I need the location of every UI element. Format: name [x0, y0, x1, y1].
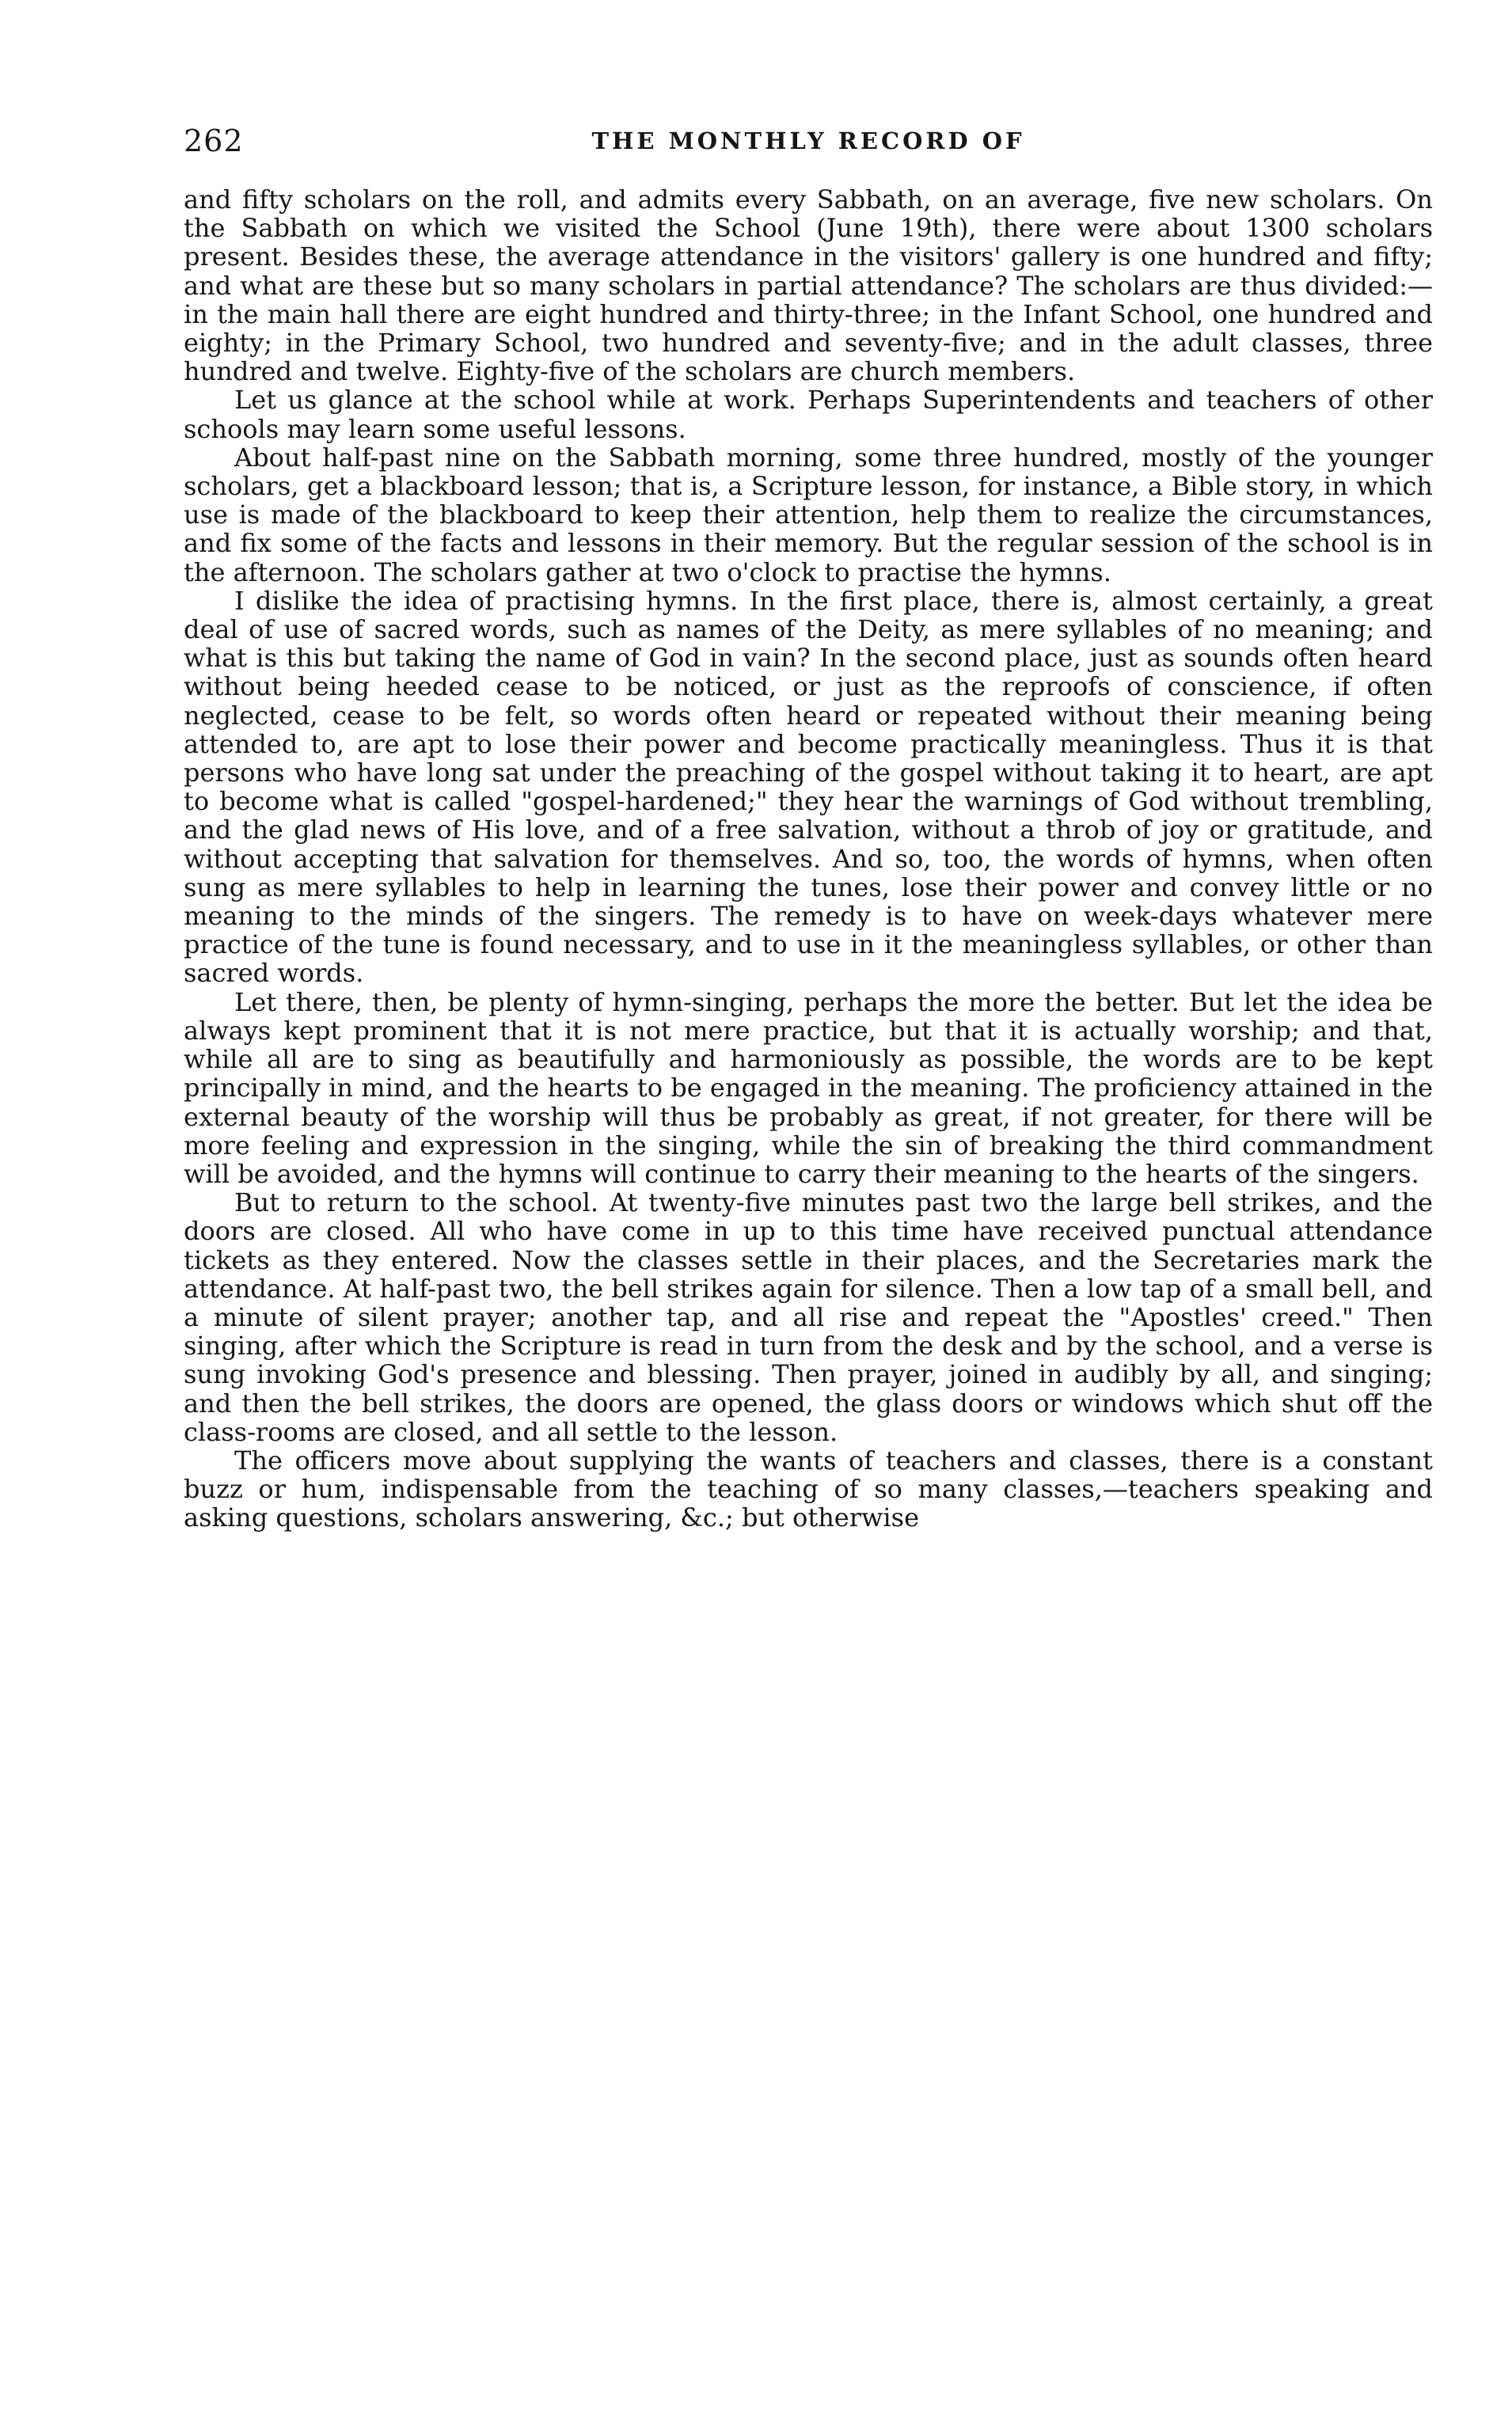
- paragraph: About half-past nine on the Sabbath morning, some three hundred, mostly of the younger scholars, get a blackboard lesson; that is, a Scripture lesson, for instance, a Bible story, in which use is made of the blackboard to keep their attention, help them to realize the circumstances, and fix some of the facts and lessons in their memory. But the regular session of the school is in the afternoon. The scholars gather at two o'clock to practise the hymns.: [184, 442, 1433, 587]
- page-number: 262: [184, 123, 244, 158]
- paragraph: I dislike the idea of practising hymns. In the first place, there is, almost certainly, a great deal of use of sacred words, such as names of the Deity, as mere syllables of no meaning; and what is this but taking the name of God in vain? In the second place, just as sounds often heard without being heeded cease to be noticed, or just as the reproofs of conscience, if often neglected, cease to be felt, so words often heard or repeated without their meaning being attended to, are apt to lose their power and become practically meaningless. Thus it is that persons who have long sat under the preaching of the gospel without taking it to heart, are apt to become what is called "gospel-hardened;" they hear the warnings of God without trembling, and the glad news of His love, and of a free salvation, without a throb of joy or gratitude, and without accepting that salvation for themselves. And so, too, the words of hymns, when often sung as mere syllables to help in learning the tunes, lose their power and convey little or no meaning to the minds of the singers. The remedy is to have on week-days whatever mere practice of the tune is found necessary, and to use in it the meaningless syllables, or other than sacred words.: [184, 585, 1433, 989]
- paragraph: Let us glance at the school while at work. Perhaps Superintendents and teachers of other schools may learn some useful lessons.: [184, 385, 1433, 444]
- running-head: [184, 117, 1433, 165]
- paragraph: The officers move about supplying the wants of teachers and classes, there is a constant buzz or hum, indispensable from the teaching of so many classes,—teachers speaking and asking questions, scholars answering, &c.; but otherwise: [184, 1445, 1433, 1533]
- body-text: [184, 185, 1433, 1533]
- paragraph: Let there, then, be plenty of hymn-singing, perhaps the more the better. But let the idea be always kept prominent that it is not mere practice, but that it is actually worship; and that, while all are to sing as beautifully and harmoniously as possible, the words are to be kept principally in mind, and the hearts to be engaged in the meaning. The proficiency attained in the external beauty of the worship will thus be probably as great, if not greater, for there will be more feeling and expression in the singing, while the sin of breaking the third commandment will be avoided, and the hymns will continue to carry their meaning to the hearts of the singers.: [184, 986, 1433, 1189]
- paragraph: But to return to the school. At twenty-five minutes past two the large bell strikes, and the doors are closed. All who have come in up to this time have received punctual attendance tickets as they entered. Now the classes settle in their places, and the Secretaries mark the attendance. At half-past two, the bell strikes again for silence. Then a low tap of a small bell, and a minute of silent prayer; another tap, and all rise and repeat the "Apostles' creed." Then singing, after which the Scripture is read in turn from the desk and by the school, and a verse is sung invoking God's presence and blessing. Then prayer, joined in audibly by all, and singing; and then the bell strikes, the doors are opened, the glass doors or windows which shut off the class-rooms are closed, and all settle to the lesson.: [184, 1187, 1433, 1447]
- running-title: THE MONTHLY RECORD OF: [591, 127, 1025, 154]
- paragraph-continuation: and fifty scholars on the roll, and admits every Sabbath, on an average, five new scholars. On the Sabbath on which we visited the School (June 19th), there were about 1300 scholars present. Besides these, the average attendance in the visitors' gallery is one hundred and fifty; and what are these but so many scholars in partial attendance? The scholars are thus divided:—in the main hall there are eight hundred and thirty-three; in the Infant School, one hundred and eighty; in the Primary School, two hundred and seventy-five; and in the adult classes, three hundred and twelve. Eighty-five of the scholars are church members.: [184, 184, 1433, 387]
